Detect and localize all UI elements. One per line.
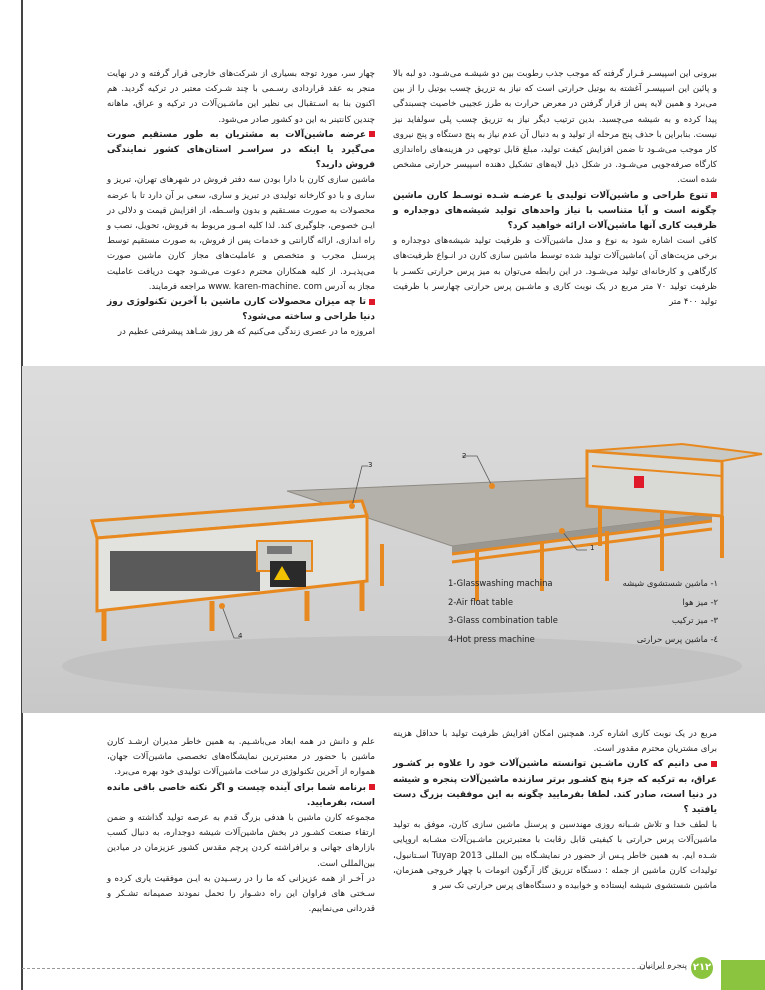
paragraph — [107, 872, 375, 918]
legend-row — [448, 630, 718, 649]
legend-fa: ٤- ماشین پرس حرارتی — [636, 633, 718, 644]
paragraph-text: امروزه ما در عصری زندگی می‌کنیم که هر روز شـاهد پیشرفتی عظیم در — [117, 327, 375, 338]
page-number: ۲۱۲ — [691, 957, 713, 979]
paragraph — [393, 727, 717, 757]
question-text: تا چه میزان محصولات کارن ماشین با آخرین تکنولوژی روز دنیا طراحی و ساخته می‌شود؟ — [107, 297, 375, 323]
legend-en: 4-Hot press machine — [448, 633, 535, 644]
paragraph — [393, 67, 717, 189]
interview-question — [393, 757, 717, 818]
paragraph-text: در آخـر از همه عزیزانی که ما را در رسـیدن به ایـن موفقیت یاری کرده و سـختی های فراوان این راه دشـوار را تحمل نمودند صمیمانه تشـکر و قدردانی می‌نماییم. — [107, 873, 375, 915]
question-text: عرضه ماشین‌آلات به مشتریان به طور مستقیم صورت می‌گیرد یا اینکه در سراسـر استان‌های کشور نمایندگی فروش دارید؟ — [107, 129, 375, 171]
callout-3: 3 — [368, 461, 373, 469]
question-text: برنامه شما برای آینده چیست و اگر نکته خاصی باقی مانده است، بفرمایید. — [107, 782, 375, 808]
interview-question — [107, 781, 375, 811]
red-square-bullet-icon — [711, 192, 717, 198]
interview-question — [107, 128, 375, 174]
paragraph-text: با لطف خدا و تلاش شـبانه روزی مهندسین و پرسنل ماشین سازی کارن، موفق به تولید ماشین‌آلات پرس حرارتی با کیفیتی قابل رقابت با معتبرترین ماشـین‌آلات مشـابه اروپایی شـده ایم. به همین خاطر پـس از حضور در نمایشـگاه بین المللی Tuyap 2013 اسـتانبول، تولیدات کارن ماشین از جمله : دستگاه تزریق گاز آرگون اتومات با چهار خروجی همزمان، ماشین شستشوی شیشه ایستاده و خوابیده و دستگاه‌های پرس حرارتی تک سر و — [393, 820, 717, 892]
legend-fa: ۲- میز هوا — [682, 596, 718, 607]
article-column-top-left — [107, 67, 375, 341]
paragraph-text: چهار سر، مورد توجه بسیاری از شرکت‌های خارجی قرار گرفته و در نهایت منجر به عقد قراردادی رسـمی با چند شـرکت معتبر در ترکیه گردید. هم اکنون بنا به اسـتقبال بی نظیر این ماشـین‌آلات در ترکیه و عراق، ماهانه چندین کانتینر به این دو کشور صادر می‌شود. — [107, 69, 375, 125]
callout-2: 2 — [462, 452, 467, 460]
machine-photo — [22, 366, 765, 713]
paragraph-text: علم و دانش در همه ابعاد می‌باشـیم. به همین خاطر مدیران ارشـد کارن ماشین با حضور در معتبرترین نمایشگاه‌های تخصصی ماشین‌آلات جهان، همواره از آخرین تکنولوژی در ساخت ماشین‌آلات تولیدی خود بهره می‌برد. — [107, 737, 375, 778]
paragraph — [107, 325, 375, 340]
callout-4: 4 — [238, 632, 243, 640]
legend-row — [448, 574, 718, 593]
interview-question — [393, 189, 717, 235]
paragraph — [393, 234, 717, 310]
legend-fa: ۱- ماشین شستشوی شیشه — [622, 578, 718, 588]
article-column-top-right — [393, 67, 717, 310]
glass-production-line-illustration — [22, 366, 765, 713]
red-square-bullet-icon — [369, 131, 375, 137]
page-footer — [0, 956, 765, 990]
question-text: تنوع طراحی و ماشین‌آلات تولیدی یا عرضـه شـده توسـط کارن ماشین چگونه است و آیا متناسب با نیاز واحدهای تولید شیشه‌های دوجداره و ظرفیت کاری آنها ماشین‌آلات ارائه خواهید کرد؟ — [393, 190, 717, 232]
legend-en: 1-Glasswashing machina — [448, 578, 553, 588]
paragraph — [107, 173, 375, 295]
legend-fa: ۳- میز ترکیب — [671, 615, 718, 625]
paragraph — [393, 818, 717, 894]
red-square-bullet-icon — [369, 299, 375, 305]
paragraph-text: کافی است اشاره شود به نوع و مدل ماشین‌آلات و ظرفیت تولید شیشه‌های دوجداره و برخی مزیت‌های آن )ماشین‌آلات تولید شده توسط ماشین سازی کارن در انـواع ظرفیت‌های کارگاهی و کارخانه‌ای تولید می‌شـود. در این رابطه می‌توان به میز پرس حرارتی تکسـر با ظرفیت تولید ۷۰ متر مربع در یک نوبت کاری و ماشـین پرس حرارتی چهارسر با ظرفیت تولید ۴۰۰ متر — [393, 236, 717, 308]
paragraph-text: مجموعه کارن ماشین با هدفی بزرگ قدم به عرصه تولید گذاشته و ضمن ارتقاء صنعت کشـور در بخش ماشین‌آلات شیشه دوجداره، به دنبال کسب بازارهای جهانی و برافراشته کردن پرچم مقدس کشور عزیزمان در میادین بین‌المللی است. — [107, 813, 375, 869]
question-text: می دانیم که کارن ماشـین توانسته ماشین‌آلات خود را علاوه بر کشـور عراق، به ترکیه که جزء پنج کشـور برتر سازنده ماشین‌آلات پنجره و شیشه در دنیا است، صادر کند. لطفا بفرمایید چگونه به این موفقیت بزرگ دست یافتید ؟ — [393, 759, 717, 816]
paragraph — [107, 735, 375, 781]
red-square-bullet-icon — [369, 784, 375, 790]
footer-dashed-rule — [22, 968, 670, 969]
interview-question — [107, 295, 375, 325]
paragraph-text: مربع در یک نوبت کاری اشاره کرد. همچنین امکان افزایش ظرفیت تولید با حداقل هزینه برای مشتریان محترم مقدور است. — [393, 729, 717, 755]
paragraph-text: ماشین سازی کارن با دارا بودن سه دفتر فروش در شهرهای تهران، تبریز و ساری و با دو کارخانه تولیدی در تبریز و ساری، سعی بر آن دارد تا با عرضه محصولات به صورت مسـتقیم و بدون واسـطه، از افزایش قیمت و دلالی در ایـن خصوص، جلوگیری کند. لذا کلیه امـور مربوط به فروش، تحویل، نصب و راه اندازی، ارائه گارانتی و خدمات پس از فروش، به صورت مستقیم توسط پرسنل مجرب و متخصص و عاملیت‌های مجاز کارن ماشین صورت می‌پذیـرد. از کلیه همکاران محترم دعوت می‌شـود جهت دریافت عاملیت مجاز به آدرس www. karen-machine. com مراجعه فرمایند. — [107, 175, 375, 292]
paragraph — [107, 67, 375, 128]
figure-legend — [448, 574, 718, 648]
magazine-name: پنجره ایرانیان — [639, 961, 687, 971]
legend-en: 2-Air float table — [448, 596, 514, 607]
legend-en: 3-Glass combination table — [448, 615, 558, 625]
paragraph-text: بیرونی این اسپیسـر قـرار گرفته که موجب جذب رطوبت بین دو شیشـه می‌شـود. دو لبه بالا و پائین این اسپیسـر آغشته به بوتیل حرارتی است که نیاز به تزریق چسب بوتیل را از بین می‌برد و همین لایه پس از قرار گرفتن در معرض حرارت به طرز عجیبی خاصیت چسبندگی پیدا کرده و به شیشه می‌چسبد. بدین ترتیب دیگر نیاز به تزریق چسب پلی سولفاید نیز نیست. بنابراین با حذف پنج مرحله از تولید و به دنبال آن عدم نیاز به پنج دستگاه و پنج نیروی کار موجب می‌شـود تا ضمن افزایش کیفت تولید، مبلغ قابل توجهی در هزینه‌های راه‌اندازی کارگاه صرفه‌جویی می‌شـود. در شکل ذیل لایه‌های تشکیل دهنده اسپیسر حرارتی مشخص شده است. — [393, 69, 717, 186]
article-column-bottom-right — [393, 727, 717, 894]
footer-accent-bar — [721, 960, 765, 990]
legend-row — [448, 611, 718, 630]
callout-1: 1 — [590, 544, 595, 552]
article-column-bottom-left — [107, 735, 375, 917]
paragraph — [107, 811, 375, 872]
red-square-bullet-icon — [711, 761, 717, 767]
legend-row — [448, 593, 718, 612]
